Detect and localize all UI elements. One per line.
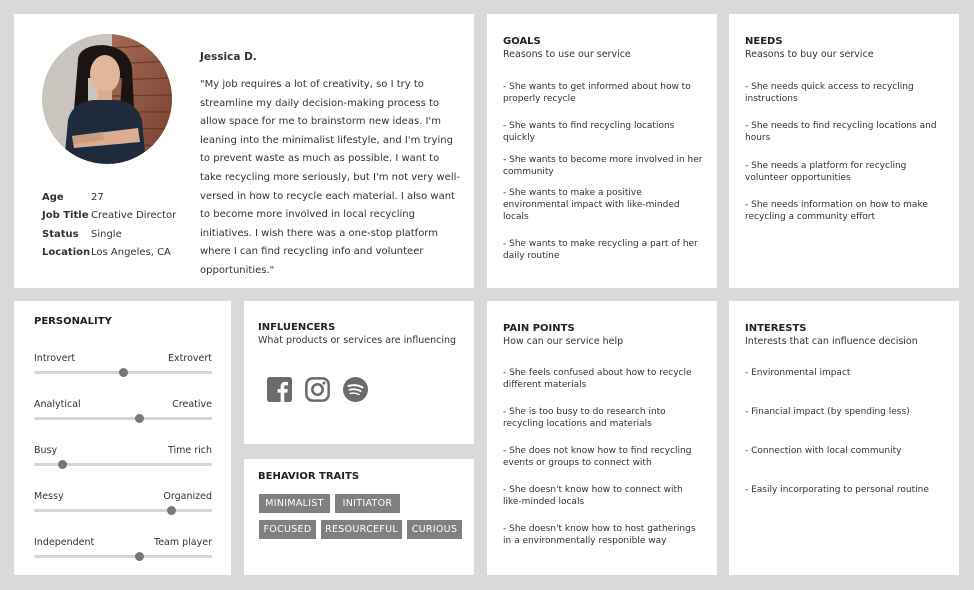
need-item: - She needs quick access to recycling instructions: [745, 82, 914, 104]
interests-card: [729, 301, 959, 575]
goal-item: - She wants to make a positive environmental impact with like-minded locals: [503, 188, 680, 222]
pain-points-subtitle: How can our service help: [503, 336, 624, 347]
need-item: - She needs a platform for recycling volunteer opportunities: [745, 161, 907, 183]
trait-tag: FOCUSED: [259, 520, 316, 539]
goals-card: [487, 14, 717, 288]
fact-status: [42, 225, 176, 244]
fact-age: [42, 188, 176, 207]
goal-item: - She wants to get informed about how to properly recycle: [503, 82, 691, 104]
pain-point-item: - She feels confused about how to recycle different materials: [503, 368, 692, 390]
need-item: - She needs information on how to make recycling a community effort: [745, 200, 928, 222]
fact-label: Age: [42, 191, 64, 203]
pain-point-item: - She is too busy to do research into recycling locations and materials: [503, 407, 666, 429]
avatar: [42, 34, 172, 164]
goal-item: - She wants to find recycling locations quickly: [503, 121, 675, 143]
slider-track: [34, 555, 212, 558]
goal-item: - She wants to become more involved in her community: [503, 155, 703, 177]
fact-job-title: [42, 207, 176, 226]
slider-right-label: Time rich: [167, 445, 212, 456]
fact-label: Location: [42, 247, 91, 259]
trait-tag: INITIATOR: [335, 494, 400, 513]
personality-slider: [34, 445, 212, 475]
behavior-traits-title: BEHAVIOR TRAITS: [258, 471, 360, 482]
interests-subtitle: Interests that can influence decision: [745, 336, 918, 347]
fact-label: Job Title: [42, 210, 89, 222]
profile-card: [14, 14, 474, 288]
needs-subtitle: Reasons to buy our service: [745, 49, 874, 60]
slider-knob: [119, 368, 128, 377]
slider-track: [34, 417, 212, 420]
pain-points-title: PAIN POINTS: [503, 323, 575, 334]
personality-slider: [34, 491, 212, 521]
interests-title: INTERESTS: [745, 323, 807, 334]
influencers-card: [244, 301, 474, 444]
personality-slider: [34, 399, 212, 429]
fact-value: Single: [91, 228, 122, 240]
slider-left-label: Introvert: [34, 353, 76, 364]
personality-slider: [34, 353, 212, 383]
avatar-photo: [42, 34, 172, 164]
fact-value: 27: [91, 191, 104, 203]
slider-left-label: Independent: [34, 537, 95, 548]
interest-item: - Connection with local community: [745, 446, 902, 456]
instagram-icon: [305, 377, 330, 402]
slider-right-label: Creative: [172, 399, 212, 410]
pain-point-item: - She does not know how to find recycling events or groups to connect with: [503, 446, 692, 468]
slider-right-label: Team player: [154, 537, 212, 548]
slider-right-label: Extrovert: [168, 353, 212, 364]
slider-left-label: Messy: [34, 491, 64, 502]
personality-card: [14, 301, 231, 575]
pain-point-item: - She doesn't know how to connect with like-minded locals: [503, 485, 683, 507]
slider-left-label: Busy: [34, 445, 58, 456]
fact-label: Status: [42, 228, 79, 240]
influencers-title: INFLUENCERS: [258, 322, 336, 333]
slider-right-label: Organized: [163, 491, 212, 502]
slider-track: [34, 509, 212, 512]
needs-card: [729, 14, 959, 288]
spotify-icon: [343, 377, 368, 402]
interest-item: - Easily incorporating to personal routine: [745, 485, 929, 495]
behavior-traits-card: [244, 459, 474, 575]
slider-knob: [58, 460, 67, 469]
interest-item: - Financial impact (by spending less): [745, 407, 910, 417]
need-item: - She needs to find recycling locations and hours: [745, 121, 937, 143]
pain-points-card: [487, 301, 717, 575]
slider-knob: [135, 552, 144, 561]
slider-knob: [167, 506, 176, 515]
facts-list: [42, 188, 176, 262]
trait-tag: RESOURCEFUL: [321, 520, 402, 539]
persona-name: Jessica D.: [200, 51, 257, 63]
trait-tag: CURIOUS: [407, 520, 462, 539]
needs-title: NEEDS: [745, 36, 783, 47]
goals-subtitle: Reasons to use our service: [503, 49, 631, 60]
facebook-icon: [267, 377, 292, 402]
influencers-subtitle: What products or services are influencing: [258, 335, 457, 346]
persona-quote: "My job requires a lot of creativity, so I try to streamline my daily decision-making process to allow space for me to brainstorm new ideas. I'm leaning into the minimalist lifestyle, and I'm trying to prevent waste as much as possible. I want to take recycling more seriously, but I'm not very well-versed in how to recycle each material. I also want to become more involved in local recycling initiatives. I wish there was a one-stop platform where I can find recycling info and volunteer opportunities.": [200, 79, 460, 276]
goals-title: GOALS: [503, 36, 541, 47]
goal-item: - She wants to make recycling a part of her daily routine: [503, 239, 698, 261]
fact-location: [42, 244, 176, 263]
fact-value: Los Angeles, CA: [91, 247, 171, 259]
pain-point-item: - She doesn't know how to host gatherings in a environmentally responible way: [503, 524, 696, 546]
trait-tag: MINIMALIST: [259, 494, 330, 513]
slider-knob: [135, 414, 144, 423]
fact-value: Creative Director: [91, 210, 177, 222]
slider-left-label: Analytical: [34, 399, 81, 410]
personality-slider: [34, 537, 212, 567]
interest-item: - Environmental impact: [745, 368, 851, 378]
personality-title: PERSONALITY: [34, 316, 112, 327]
